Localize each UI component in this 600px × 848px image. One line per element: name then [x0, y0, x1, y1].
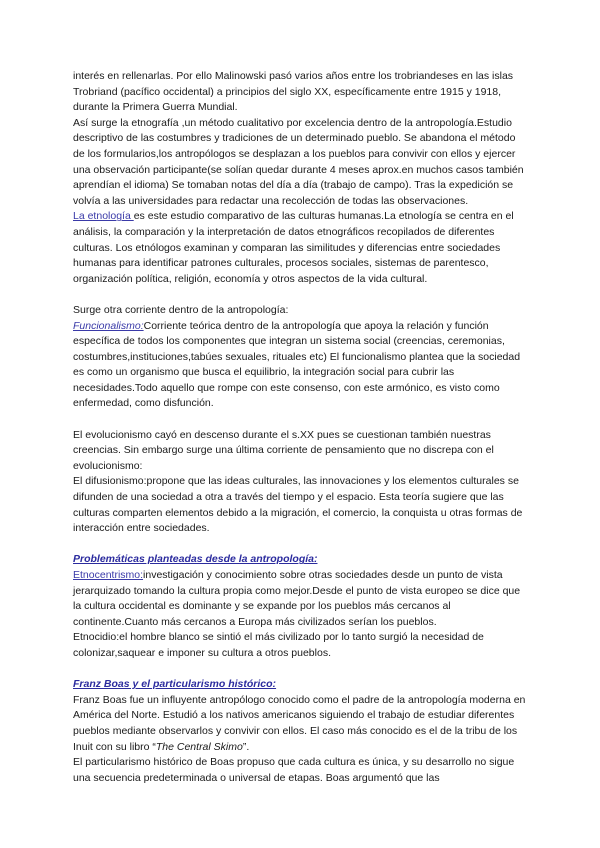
paragraph-malinowski: interés en rellenarlas. Por ello Malinowski pasó varios años entre los trobriandeses en las islas Trobriand (pacífico occidental) a principios del siglo XX, específicamente entre 1915 y 1918, durante la Primera Guerra Mundial. — [73, 70, 514, 114]
book-title: The Central Skimo — [155, 740, 243, 753]
heading-franz-boas: Franz Boas y el particularismo histórico: — [73, 678, 277, 691]
paragraph-etnografia: Así surge la etnografía ,un método cualitativo por excelencia dentro de la antropología.Estudio descriptivo de las costumbres y tradiciones de un determinado pueblo. Se abandona el método de los formularios,los antropólogos se desplazan a los pueblos para convivir con ellos y ejercer una observación participante(se solían quedar durante 4 meses aprox.en muchos casos también aprendían el idioma) Se tomaban notas del día a día (trabajo de campo). Tras la expedición se volvía a las universidades para redactar una recolección de todas las observaciones. — [73, 116, 524, 207]
funcionalismo-link[interactable]: Funcionalismo: — [73, 319, 144, 332]
paragraph-funcionalismo — [73, 319, 530, 413]
paragraph-etnocidio: Etnocidio:el hombre blanco se sintió el más civilizado por lo tanto surgió la necesidad de colonizar,saquear e imponer su cultura a otros pueblos. — [73, 631, 484, 659]
etnocentrismo-link[interactable]: Etnocentrismo: — [73, 569, 144, 581]
etnocentrismo-text: investigación y conocimiento sobre otras sociedades desde un punto de vista jerarquizado tomando la cultura propia como mejor.Desde el punto de vista europeo se dice que la cultura occidental es dominante y se expande por los pueblos más cercanos al continente.Cuanto más cercanos a Europa más civilizados serían los pueblos. — [73, 569, 521, 628]
spacer — [73, 412, 530, 428]
paragraph-boas — [73, 693, 530, 755]
boas-text: Franz Boas fue un influyente antropólogo conocido como el padre de la antropología moderna en América del Norte. Estudió a los nativos americanos siguiendo el trabajo de estudiar diferentes pueblos mediante observarlos y convivir con ellos. El caso más conocido es el de la tribu de los Inuit con su libro “ — [73, 693, 526, 753]
spacer — [73, 662, 530, 678]
paragraph-difusionismo: El difusionismo:propone que las ideas culturales, las innovaciones y los elementos culturales se difunden de una sociedad a otra a través del tiempo y el espacio. Esta teoría sugiere que las culturas comparten elementos debido a la migración, el comercio, la conquista u otras formas de interacción entre sociedades. — [73, 475, 523, 535]
paragraph-evolucionismo: El evolucionismo cayó en descenso durante el s.XX pues se cuestionan también nuestras creencias. Sin embargo surge una última corriente de pensamiento que no discrepa con el evolucionismo: — [73, 428, 494, 472]
paragraph-particularismo: El particularismo histórico de Boas propuso que cada cultura es única, y su desarrollo no sigue una secuencia predeterminada o universal de etapas. Boas argumentó que las — [73, 756, 515, 784]
etnologia-text: es este estudio comparativo de las culturas humanas.La etnología se centra en el análisis, la comparación y la interpretación de datos etnográficos recopilados de diferentes culturas. Los etnólogos examinan y comparan las similitudes y diferencias entre sociedades humanas para identificar patrones culturales, procesos sociales, sistemas de parentesco, organización política, religión, economía y otros aspectos de la vida cultural. — [73, 210, 514, 285]
paragraph-otra-corriente: Surge otra corriente dentro de la antropología: — [73, 303, 289, 316]
boas-text-end: ”. — [242, 740, 250, 753]
spacer — [73, 537, 530, 553]
spacer — [73, 287, 530, 303]
funcionalismo-text: Corriente teórica dentro de la antropología que apoya la relación y función específica de todos los componentes que integran un sistema social (creencias, ceremonias, costumbres,instituciones,tabúes sexuales, rituales etc) El funcionalismo plantea que la sociedad es como un organismo que busca el equilibrio, la integración social para cubrir las necesidades.Todo aquello que rompe con este consenso, con este armónico, es visto como enfermedad, como disfunción. — [73, 319, 521, 410]
heading-problematicas: Problemáticas planteadas desde la antropología: — [73, 553, 318, 566]
paragraph-etnologia — [73, 209, 530, 287]
etnologia-link[interactable]: La etnología — [73, 210, 134, 223]
paragraph-etnocentrismo — [73, 568, 530, 630]
